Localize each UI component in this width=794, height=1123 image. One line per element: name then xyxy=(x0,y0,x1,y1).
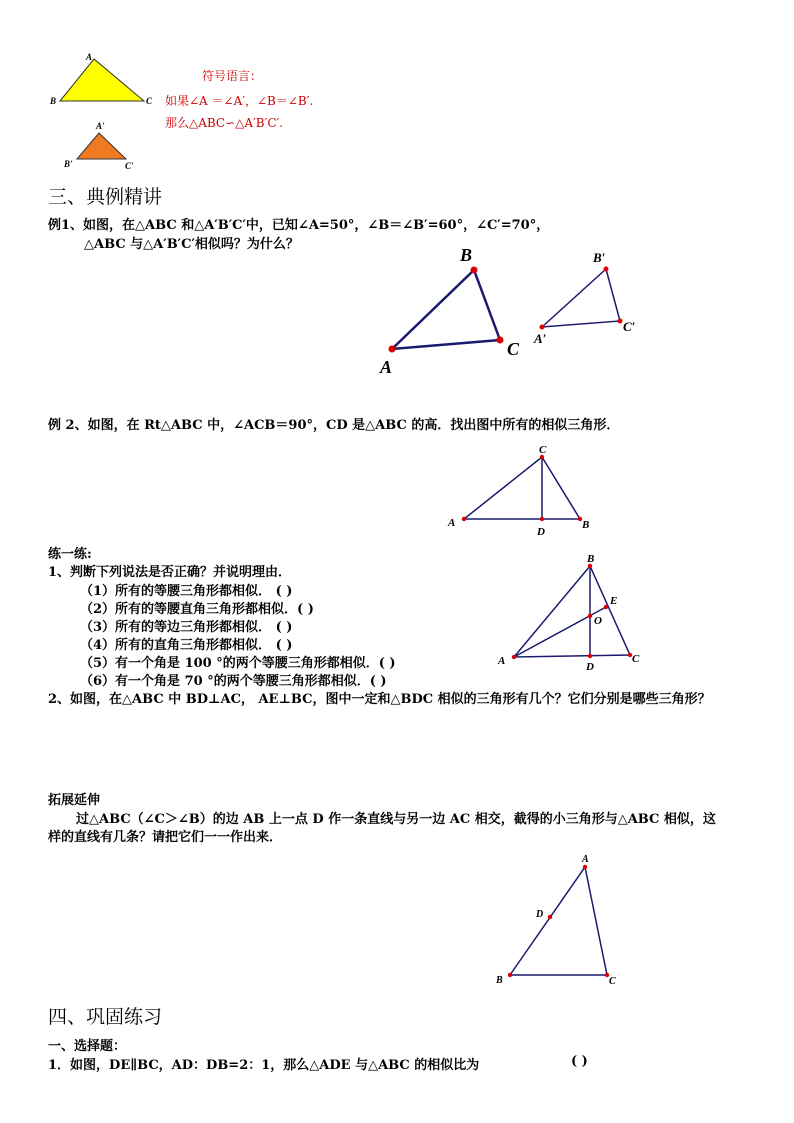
section4-q1: 1．如图，DE∥BC，AD：DB=2：1，那么△ADE 与△ABC 的相似比为 xyxy=(48,1058,480,1073)
practice-item-6: （6）有一个角是 70 °的两个等腰三角形都相似．( ) xyxy=(80,674,387,689)
intro-figures xyxy=(40,50,160,175)
extension-label-c: C xyxy=(609,976,616,987)
orange-label-c: C' xyxy=(125,161,134,171)
practice-item-1: （1）所有的等腰三角形都相似． ( ) xyxy=(80,584,293,599)
ex1-label-a: A xyxy=(380,357,393,377)
example2-figure xyxy=(440,440,600,540)
practice-item-2: （2）所有的等腰直角三角形都相似．( ) xyxy=(80,602,314,617)
section4-q1-answer-paren: ( ) xyxy=(571,1054,588,1069)
yellow-label-b: B xyxy=(50,96,57,106)
orange-label-b: B' xyxy=(64,159,73,169)
extension-label-b: B xyxy=(496,975,503,986)
practice-label-o: O xyxy=(594,615,602,627)
yellow-label-a: A xyxy=(86,52,93,62)
practice-item-4: （4）所有的直角三角形都相似． ( ) xyxy=(80,638,293,653)
practice-label-e: E xyxy=(610,595,618,607)
example1-line2: △ABC 与△A′B′C′相似吗？为什么？ xyxy=(84,237,299,252)
practice-label-b: B xyxy=(587,553,595,565)
practice-triangle xyxy=(514,566,630,657)
ex2-label-b: B xyxy=(582,519,590,531)
section4-title: 四、巩固练习 xyxy=(48,1006,163,1028)
ex1-label-b2: B′ xyxy=(593,250,606,265)
section3-title: 三、典例精讲 xyxy=(48,186,163,208)
practice-label-d: D xyxy=(586,661,594,673)
practice-label-a: A xyxy=(498,655,506,667)
ex2-label-c: C xyxy=(539,444,547,456)
practice-q1: 1、判断下列说法是否正确？并说明理由． xyxy=(48,565,292,580)
ex2-label-a: A xyxy=(448,517,456,529)
practice-label-c: C xyxy=(632,653,640,665)
practice-item-5: （5）有一个角是 100 °的两个等腰三角形都相似．( ) xyxy=(80,656,396,671)
ex1-triangle-abc xyxy=(392,270,500,349)
practice-item-3: （3）所有的等边三角形都相似． ( ) xyxy=(80,620,293,635)
symbol-title: 符号语言： xyxy=(202,69,263,83)
practice-line-ae xyxy=(514,607,606,657)
example2-text: 例 2、如图，在 Rt△ABC 中，∠ACB＝90°，CD 是△ABC 的高．找出图中所有的相似三角形． xyxy=(48,418,620,433)
ex1-label-c2: C′ xyxy=(623,319,636,334)
extension-line1: 过△ABC（∠C＞∠B）的边 AB 上一点 D 作一条直线与另一边 AC 相交，截得的小三角形与△ABC 相似，这 xyxy=(76,812,716,827)
ex2-label-d: D xyxy=(537,526,545,538)
extension-label-a: A xyxy=(582,854,589,865)
yellow-triangle xyxy=(60,59,144,101)
practice-title: 练一练: xyxy=(48,547,92,562)
ex1-label-b: B xyxy=(460,245,473,265)
extension-label-d: D xyxy=(536,909,544,920)
example1-line1: 例1、如图，在△ABC 和△A′B′C′中，已知∠A=50°，∠B＝∠B′=60°，∠C′=70°， xyxy=(48,218,550,233)
ex1-label-a2: A′ xyxy=(534,331,547,346)
extension-line2: 样的直线有几条？请把它们一一作出来． xyxy=(48,830,283,845)
extension-triangle xyxy=(510,867,607,975)
symbol-line1: 如果∠A ＝∠A′，∠B＝∠B′. xyxy=(165,94,314,108)
practice-figure xyxy=(490,550,650,680)
symbol-line2: 那么△ABC∽△A′B′C′. xyxy=(165,116,284,130)
orange-triangle xyxy=(77,133,126,159)
extension-figure xyxy=(490,850,630,995)
ex1-triangle-a2b2c2 xyxy=(542,269,620,327)
ex1-label-c: C xyxy=(507,339,520,359)
yellow-label-c: C xyxy=(146,96,153,106)
example1-figure xyxy=(370,240,660,380)
ex2-triangle xyxy=(464,457,580,519)
section4-subtitle: 一、选择题： xyxy=(48,1039,127,1054)
extension-title: 拓展延伸 xyxy=(48,793,101,808)
orange-label-a: A' xyxy=(96,121,105,131)
practice-q2: 2、如图，在△ABC 中 BD⊥AC， AE⊥BC，图中一定和△BDC 相似的三角形有几个？它们分别是哪些三角形？ xyxy=(48,692,711,707)
